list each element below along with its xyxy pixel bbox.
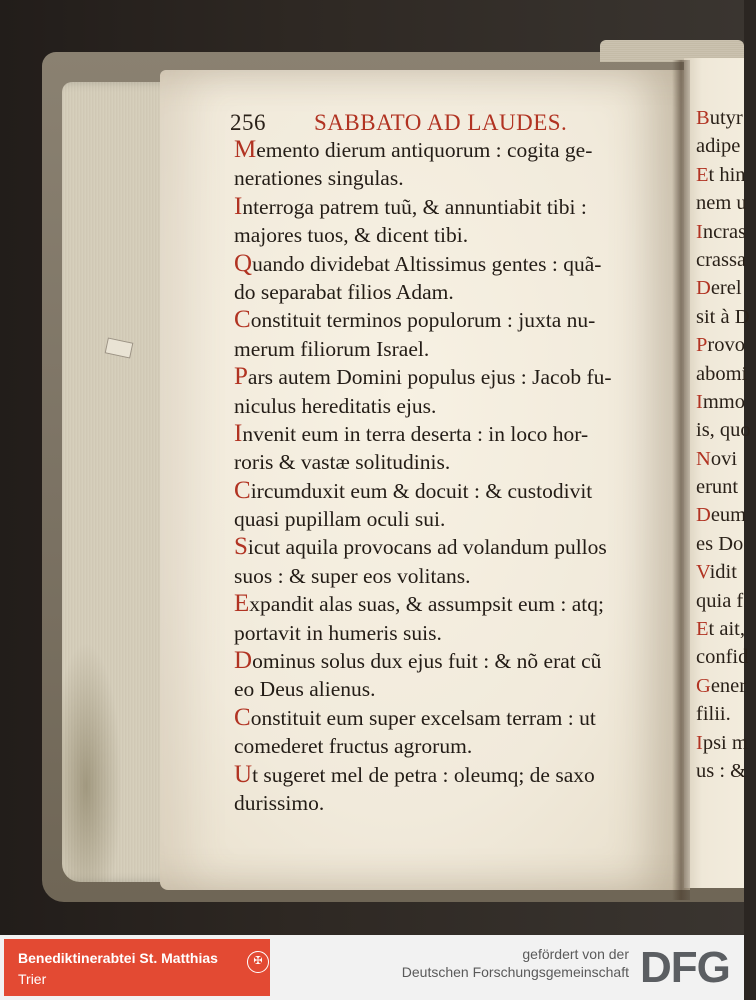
verse-text: quasi pupillam oculi sui.: [234, 507, 446, 532]
verse-line: [234, 278, 684, 306]
verse-text: psi m: [702, 731, 748, 754]
verse-line: [234, 448, 684, 476]
rubric-initial: S: [234, 533, 248, 561]
rubric-initial: I: [234, 192, 243, 220]
right-page-line: [696, 331, 756, 359]
verse-text: nvenit eum in terra deserta : in loco hor-: [242, 421, 589, 446]
verse-text: eo Deus alienus.: [234, 677, 376, 702]
rubric-initial: Q: [234, 249, 253, 277]
verse-line: [234, 250, 684, 278]
right-page-line: [696, 501, 756, 529]
verse-text: do separabat filios Adam.: [234, 279, 454, 304]
verse-text: portavit in humeris suis.: [234, 620, 442, 645]
funding-line-1: gefördert von der: [522, 946, 629, 962]
verse-line: [234, 647, 684, 675]
rubric-initial: I: [696, 220, 703, 243]
rubric-initial: P: [234, 363, 248, 391]
verse-line: [234, 193, 684, 221]
verse-text: suos : & super eos volitans.: [234, 563, 471, 588]
right-page-line: [696, 274, 756, 302]
verse-text: adipe: [696, 135, 741, 158]
right-page-line: [696, 388, 756, 416]
rubric-initial: M: [234, 136, 257, 163]
right-page-line: [696, 558, 756, 586]
verse-text: ircumduxit eum & docuit : & custodivit: [250, 478, 593, 503]
rubric-initial: D: [696, 504, 711, 527]
right-page-line: [696, 303, 756, 331]
right-page-line: [696, 757, 756, 785]
verse-text: is, quo: [696, 419, 751, 442]
rubric-initial: N: [696, 447, 711, 470]
verse-text: mmo: [702, 390, 745, 413]
verse-text: filii.: [696, 703, 731, 726]
verse-text: emento dierum antiquorum : cogita ge-: [256, 138, 593, 162]
right-page-line: [696, 360, 756, 388]
right-page-line: [696, 672, 756, 700]
verse-line: [234, 306, 684, 334]
verse-text: icut aquila provocans ad volandum pullos: [247, 535, 607, 560]
verse-text: nterroga patrem tuũ, & annuntiabit tibi :: [242, 194, 587, 219]
verse-line: [234, 562, 684, 590]
verse-line: [234, 335, 684, 363]
right-page-line: [696, 161, 756, 189]
rubric-initial: D: [696, 277, 711, 300]
verse-text: sit à D: [696, 305, 750, 328]
verse-line: [234, 761, 684, 789]
verse-line: [234, 420, 684, 448]
rubric-initial: V: [696, 561, 710, 584]
verse-text: us : &: [696, 759, 747, 782]
page-number: 256: [230, 110, 266, 135]
right-page-line: [696, 246, 756, 274]
verse-text: utyr: [709, 107, 743, 129]
verse-text: merum filiorum Israel.: [234, 336, 430, 361]
right-page-line: [696, 445, 756, 473]
verse-text: ncras: [702, 220, 747, 243]
right-page-line: [696, 473, 756, 501]
verse-line: [234, 789, 684, 817]
verse-text: ars autem Domini populus ejus : Jacob fu-: [247, 365, 612, 390]
rubric-initial: C: [234, 703, 251, 731]
right-page-line: [696, 700, 756, 728]
rubric-initial: U: [234, 760, 253, 788]
right-page-line: [696, 615, 756, 643]
institution-city: Trier: [18, 971, 47, 987]
verse-text: erel: [710, 277, 742, 300]
verse-text: es Do: [696, 532, 744, 555]
institution-box[interactable]: [4, 939, 270, 996]
verse-line: [234, 136, 684, 164]
rubric-initial: E: [696, 163, 709, 186]
right-page-line: [696, 189, 756, 217]
rubric-initial: E: [234, 590, 250, 618]
verse-line: [234, 704, 684, 732]
right-page-line: [696, 416, 756, 444]
right-page-line: [696, 132, 756, 160]
verse-text-block: [234, 136, 684, 817]
verse-text: idit: [709, 561, 737, 584]
verse-text: onstituit eum super excelsam terram : ut: [250, 705, 596, 730]
funding-text: [402, 945, 629, 981]
right-page-line: [696, 643, 756, 671]
verse-text: uando dividebat Altissimus gentes : quã-: [252, 251, 602, 276]
right-page-text-block: [696, 104, 756, 785]
right-page-line: [696, 530, 756, 558]
verse-text: ener: [710, 674, 747, 697]
page-tab-marker: [105, 337, 134, 358]
page-header: [230, 108, 567, 138]
verse-line: [234, 164, 684, 192]
verse-line: [234, 732, 684, 760]
verse-line: [234, 363, 684, 391]
dfg-logo[interactable]: DFG: [640, 943, 730, 992]
rubric-initial: B: [696, 107, 710, 129]
verse-line: [234, 590, 684, 618]
verse-text: rovo: [707, 334, 745, 357]
verse-text: xpandit alas suas, & assumpsit eum : atq;: [249, 592, 604, 617]
rubric-initial: I: [696, 731, 703, 754]
verse-line: [234, 533, 684, 561]
verse-text: roris & vastæ solitudinis.: [234, 450, 451, 475]
right-page-line: [696, 729, 756, 757]
verse-text: comederet fructus agrorum.: [234, 734, 473, 759]
verse-text: t hin: [708, 163, 746, 186]
verse-line: [234, 477, 684, 505]
rubric-initial: P: [696, 334, 708, 357]
rubric-initial: E: [696, 618, 709, 641]
verse-text: ominus solus dux ejus fuit : & nõ erat cũ: [252, 649, 602, 674]
institution-name: Benediktinerabtei St. Matthias: [18, 950, 218, 966]
verse-text: t sugeret mel de petra : oleumq; de saxo: [252, 762, 595, 787]
verse-text: ovi: [710, 447, 738, 470]
rubric-initial: G: [696, 674, 711, 697]
rubric-initial: I: [234, 419, 243, 447]
right-page-line: [696, 218, 756, 246]
verse-text: niculus hereditatis ejus.: [234, 393, 437, 418]
page-edge-stain: [62, 642, 122, 882]
rubric-initial: C: [234, 306, 251, 334]
verse-text: majores tuos, & dicent tibi.: [234, 223, 469, 248]
verse-text: nerationes singulas.: [234, 166, 404, 191]
institution-logo-icon: ✠: [247, 951, 269, 973]
verse-text: onstituit terminos populorum : juxta nu-: [250, 308, 596, 333]
right-page-line: [696, 104, 756, 132]
footer-bar: [0, 935, 744, 1000]
rubric-initial: D: [234, 647, 253, 675]
running-head: SABBATO AD LAUDES.: [314, 110, 568, 135]
rubric-initial: C: [234, 476, 251, 504]
verse-text: confid: [696, 646, 749, 669]
verse-text: durissimo.: [234, 790, 325, 815]
verse-text: t ait,: [708, 618, 745, 641]
rubric-initial: I: [696, 390, 703, 413]
verse-line: [234, 619, 684, 647]
verse-text: erunt: [696, 476, 739, 499]
verse-text: quia f: [696, 589, 744, 612]
verse-line: [234, 675, 684, 703]
verse-text: crassa: [696, 248, 747, 271]
verse-text: eum: [710, 504, 747, 527]
verse-text: abomi: [696, 362, 748, 385]
verse-line: [234, 392, 684, 420]
verse-line: [234, 221, 684, 249]
verse-line: [234, 505, 684, 533]
verse-text: nem u: [696, 192, 747, 215]
funding-line-2: Deutschen Forschungsgemeinschaft: [401, 964, 629, 980]
right-page-line: [696, 587, 756, 615]
